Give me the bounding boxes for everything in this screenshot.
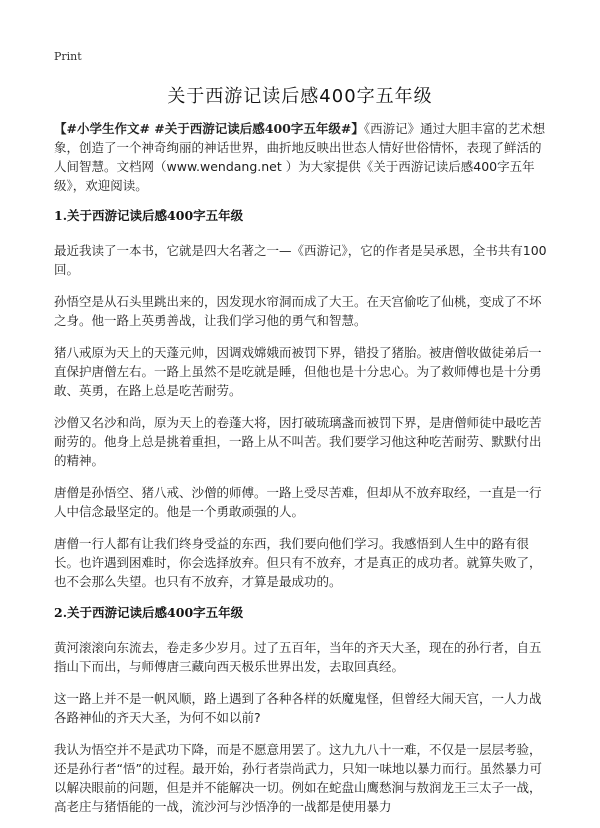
intro-text: 《西游记》通过大胆丰富的艺术想象，创造了一个神奇绚丽的神话世界，曲折地反映出世态人情好世俗情怀，表现了鲜活的人间智慧。文档网（www.wendang.net ）为大家提供《关于西游记读后感400字五年级》，欢迎阅读。 bbox=[54, 121, 546, 193]
print-link[interactable]: Print bbox=[54, 50, 82, 63]
paragraph: 孙悟空是从石头里跳出来的，因发现水帘洞而成了大王。在天宫偷吃了仙桃，变成了不坏之身。他一路上英勇善战，让我们学习他的勇气和智慧。 bbox=[54, 294, 542, 328]
section-2 bbox=[54, 604, 552, 816]
section-heading: 2.关于西游记读后感400字五年级 bbox=[54, 605, 244, 620]
intro-tag: 【#小学生作文# #关于西游记读后感400字五年级#】 bbox=[54, 121, 364, 136]
paragraph: 我认为悟空并不是武功下降，而是不愿意用罢了。这九九八十一难，不仅是一层层考验，还是孙行者“悟”的过程。最开始，孙行者崇尚武力，只知一味地以暴力而行。虽然暴力可以解决眼前的问题，但是并不能解决一切。例如在蛇盘山鹰愁涧与敖润龙王三太子一战，高老庄与猪悟能的一战，流沙河与沙悟净的一战都是使用暴力 bbox=[54, 742, 542, 814]
paragraph: 猪八戒原为天上的天蓬元帅，因调戏嫦娥而被罚下界，错投了猪胎。被唐僧收做徒弟后一直保护唐僧左右。一路上虽然不是吃就是睡，但他也是十分忠心。为了救师傅也是十分勇敢、英勇，在路上总是吃苦耐劳。 bbox=[54, 345, 542, 398]
paragraph: 黄河滚滚向东流去，卷走多少岁月。过了五百年，当年的齐天大圣，现在的孙行者，自五指山下而出，与师傅唐三藏向西天极乐世界出发，去取回真经。 bbox=[54, 640, 542, 674]
intro-paragraph bbox=[54, 119, 552, 195]
section-heading: 1.关于西游记读后感400字五年级 bbox=[54, 208, 244, 223]
article-body bbox=[54, 119, 552, 828]
paragraph: 这一路上并不是一帆风顺，路上遇到了各种各样的妖魔鬼怪，但曾经大闹天宫，一人力战各路神仙的齐天大圣，为何不如以前? bbox=[54, 691, 542, 725]
paragraph: 沙僧又名沙和尚，原为天上的卷蓬大将，因打破琉璃盏而被罚下界，是唐僧师徒中最吃苦耐劳的。他身上总是挑着重担，一路上从不叫苦。我们要学习他这种吃苦耐劳、默默付出的精神。 bbox=[54, 415, 542, 468]
section-1 bbox=[54, 207, 552, 591]
paragraph: 唐僧一行人都有让我们终身受益的东西，我们要向他们学习。我感悟到人生中的路有很长。也许遇到困难时，你会选择放弃。但只有不放弃，才是真正的成功者。就算失败了，也不会那么失望。也只有不放弃，才算是最成功的。 bbox=[54, 536, 542, 589]
paragraph: 唐僧是孙悟空、猪八戒、沙僧的师傅。一路上受尽苦难，但却从不放弃取经，一直是一行人中信念最坚定的。他是一个勇敢顽强的人。 bbox=[54, 485, 542, 519]
paragraph: 最近我读了一本书，它就是四大名著之一—《西游记》，它的作者是吴承恩，全书共有100回。 bbox=[54, 243, 547, 277]
page-title: 关于西游记读后感400字五年级 bbox=[167, 86, 433, 107]
